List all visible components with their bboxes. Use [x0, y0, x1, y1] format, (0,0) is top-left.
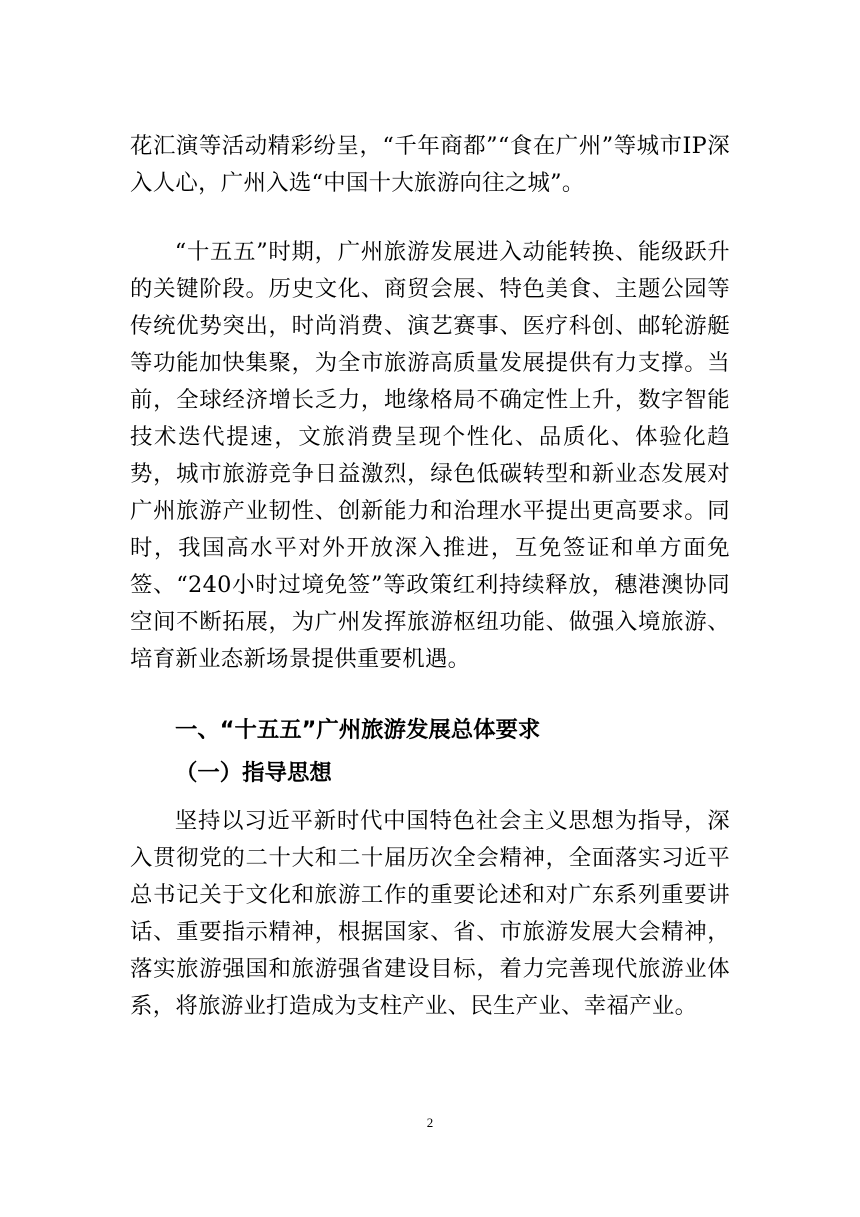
paragraph-continued: 花汇演等活动精彩纷呈，“千年商都”“食在广州”等城市IP深入人心，广州入选“中国十大旅游向往之城”。 — [130, 133, 730, 196]
paragraph-guiding-ideology: 坚持以习近平新时代中国特色社会主义思想为指导，深入贯彻党的二十大和二十届历次全会精神，全面落实习近平总书记关于文化和旅游工作的重要论述和对广东系列重要讲话、重要指示精神，根据国家、省、市旅游发展大会精神，落实旅游强国和旅游强省建设目标，着力完善现代旅游业体系，将旅游业打造成为支柱产业、民生产业、幸福产业。 — [130, 808, 730, 1019]
page-number: 2 — [426, 1115, 434, 1130]
subsection-heading: （一）指导思想 — [175, 760, 332, 786]
section-heading: 一、“十五五”广州旅游发展总体要求 — [175, 717, 541, 743]
paragraph-development-stage: “十五五”时期，广州旅游发展进入动能转换、能级跃升的关键阶段。历史文化、商贸会展、特色美食、主题公园等传统优势突出，时尚消费、演艺赛事、医疗科创、邮轮游艇等功能加快集聚，为全市旅游高质量发展提供有力支撑。当前，全球经济增长乏力，地缘格局不确定性上升，数字智能技术迭代提速，文旅消费呈现个性化、品质化、体验化趋势，城市旅游竞争日益激烈，绿色低碳转型和新业态发展对广州旅游产业韧性、创新能力和治理水平提出更高要求。同时，我国高水平对外开放深入推进，互免签证和单方面免签、“240小时过境免签”等政策红利持续释放，穗港澳协同空间不断拓展，为广州发挥旅游枢纽功能、做强入境旅游、培育新业态新场景提供重要机遇。 — [130, 239, 730, 672]
